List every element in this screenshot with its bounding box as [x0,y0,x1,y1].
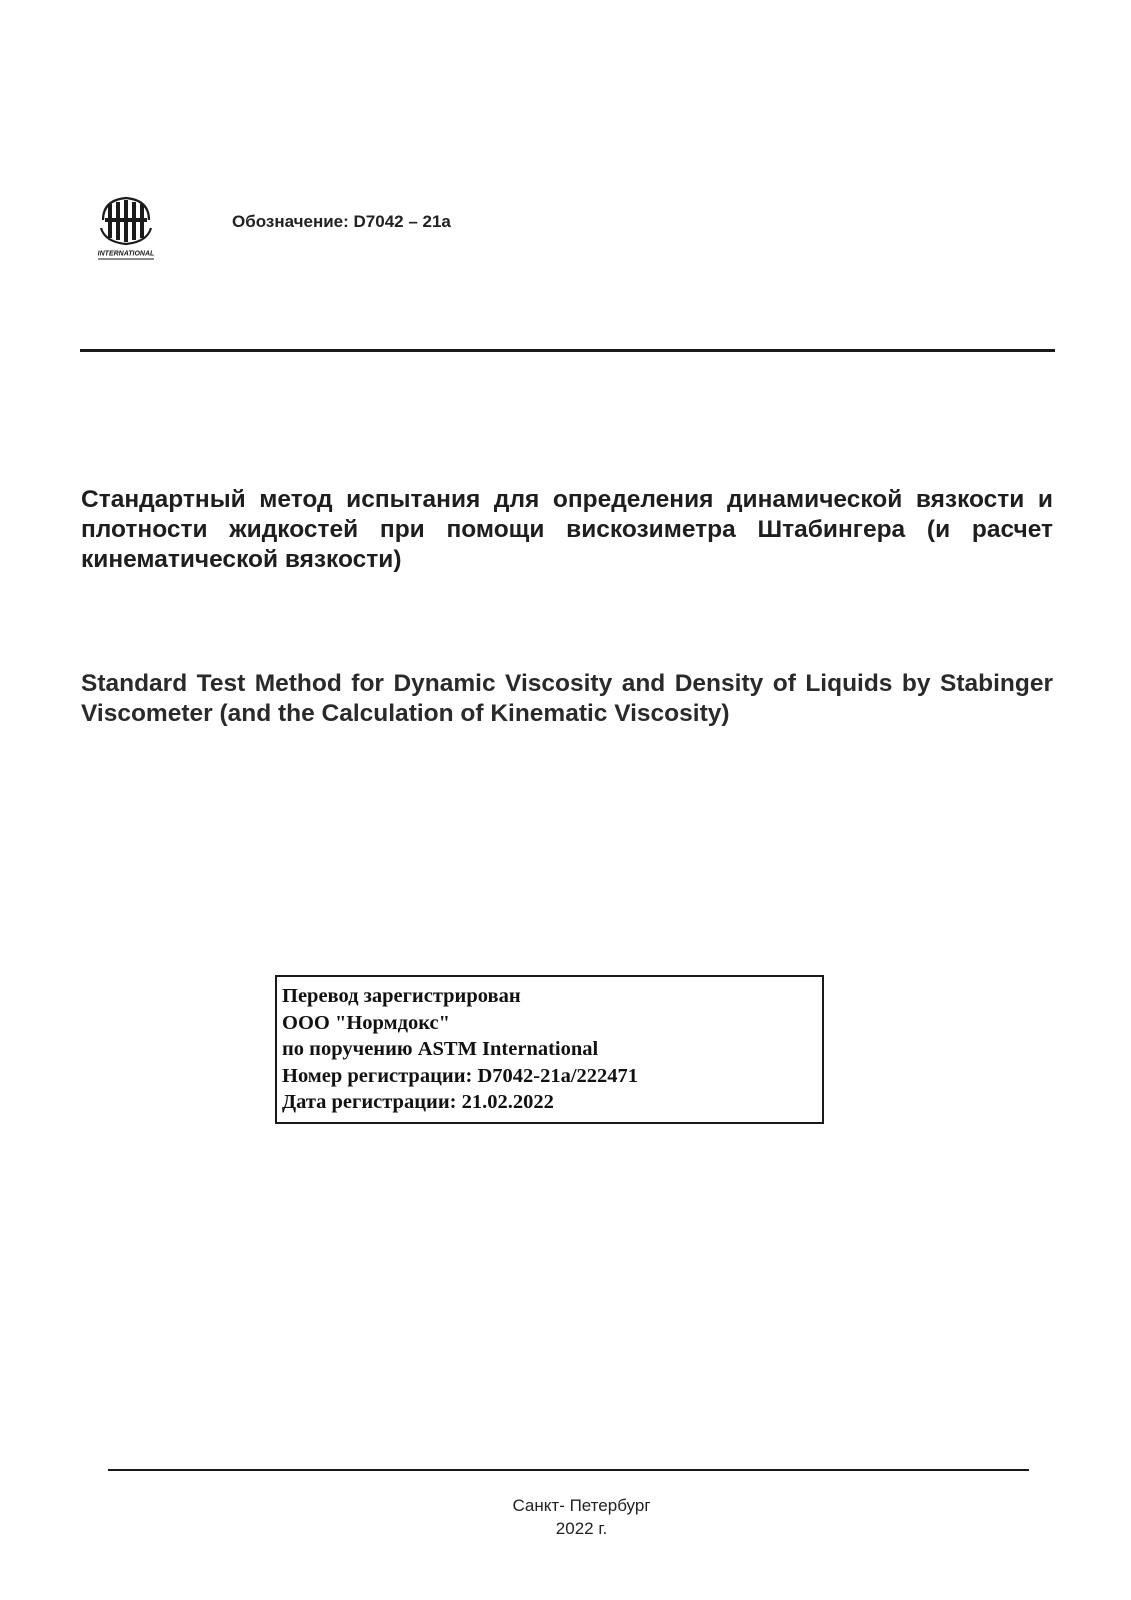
registration-line: ООО "Нормдокс" [282,1011,450,1034]
footer-divider [108,1469,1029,1471]
registration-line: Дата регистрации: 21.02.2022 [282,1091,554,1113]
registration-line: Перевод зарегистрирован [282,985,521,1007]
footer-city: Санкт- Петербург [512,1496,651,1515]
svg-text:INTERNATIONAL: INTERNATIONAL [97,250,155,258]
registration-stamp [275,975,824,1124]
header-divider [80,349,1055,352]
footer-year: 2022 г. [555,1519,608,1538]
title-english: Standard Test Method for Dynamic Viscosity and Density of Liquids by Stabinger Viscometer (and the Calculation of Kinematic Viscosity) [81,670,1053,727]
astm-logo [95,192,157,264]
title-russian: Стандартный метод испытания для определения динамической вязкости и плотности жидкостей при помощи вискозиметра Штабингера (и расчет кинематической вязкости) [81,486,1053,573]
designation-label: Обозначение: D7042 – 21a [232,212,451,231]
registration-line: по поручению ASTM International [282,1038,599,1060]
registration-line: Номер регистрации: D7042-21a/222471 [282,1064,639,1087]
